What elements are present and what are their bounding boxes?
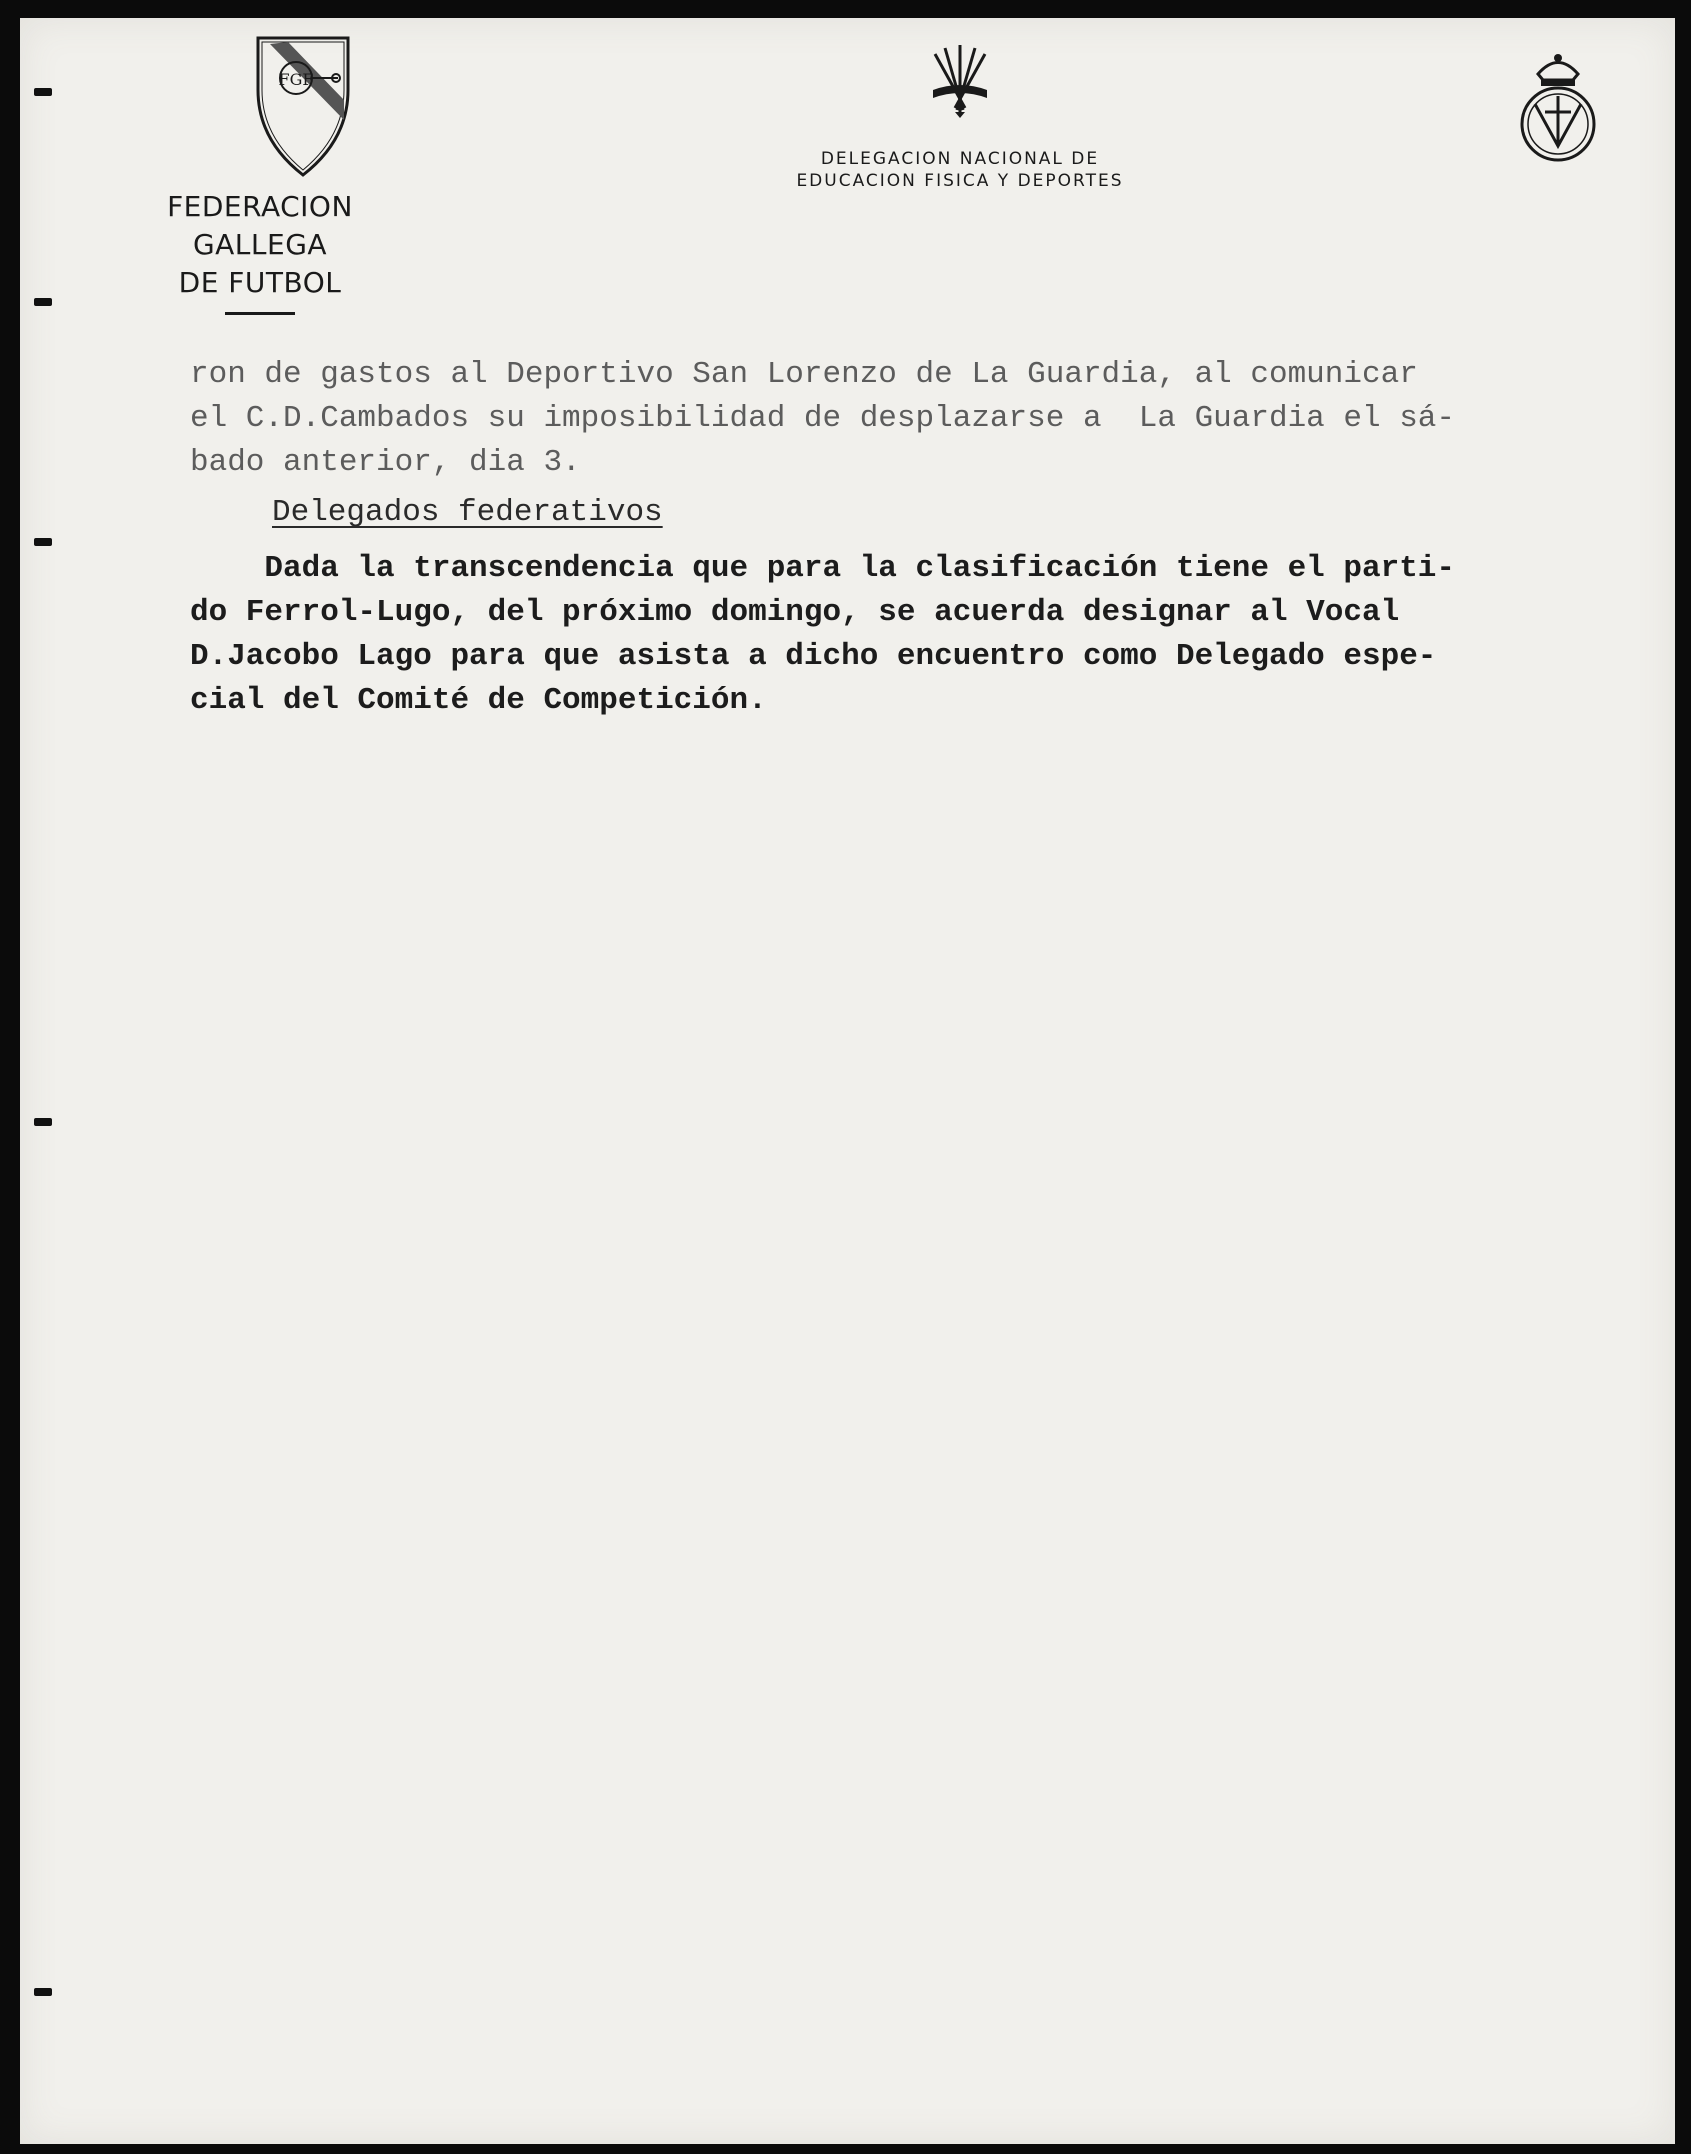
body-line: el C.D.Cambados su imposibilidad de desplazarse a La Guardia el sá- — [190, 401, 1456, 436]
svg-text:FGF: FGF — [278, 70, 314, 89]
federation-name-line1: FEDERACION GALLEGA — [167, 190, 353, 261]
body-line: do Ferrol-Lugo, del próximo domingo, se acuerda designar al Vocal — [190, 595, 1400, 630]
body-line: D.Jacobo Lago para que asista a dicho encuentro como Delegado espe- — [190, 639, 1437, 674]
document-page — [20, 18, 1675, 2144]
body-line: ron de gastos al Deportivo San Lorenzo de La Guardia, al comunicar — [190, 357, 1418, 392]
binding-mark — [34, 1118, 52, 1126]
yoke-and-arrows-icon — [925, 40, 995, 120]
crowned-football-emblem-icon — [1513, 46, 1603, 166]
letterhead-rule — [225, 312, 295, 315]
federation-name-line2: DE FUTBOL — [178, 266, 342, 299]
document-body — [190, 353, 1610, 723]
federation-name — [110, 188, 410, 315]
body-line: cial del Comité de Competición. — [190, 683, 767, 718]
federation-shield-icon — [248, 30, 358, 180]
delegation-name-line2: EDUCACION FISICA Y DEPORTES — [796, 171, 1124, 191]
binding-mark — [34, 538, 52, 546]
binding-mark — [34, 88, 52, 96]
delegation-name-line1: DELEGACION NACIONAL DE — [820, 149, 1100, 169]
binding-mark — [34, 1988, 52, 1996]
binding-mark — [34, 298, 52, 306]
section-heading: Delegados federativos — [272, 495, 663, 530]
body-line: bado anterior, dia 3. — [190, 445, 581, 480]
delegation-name — [720, 148, 1200, 192]
body-line: Dada la transcendencia que para la clasificación tiene el parti- — [190, 551, 1456, 586]
